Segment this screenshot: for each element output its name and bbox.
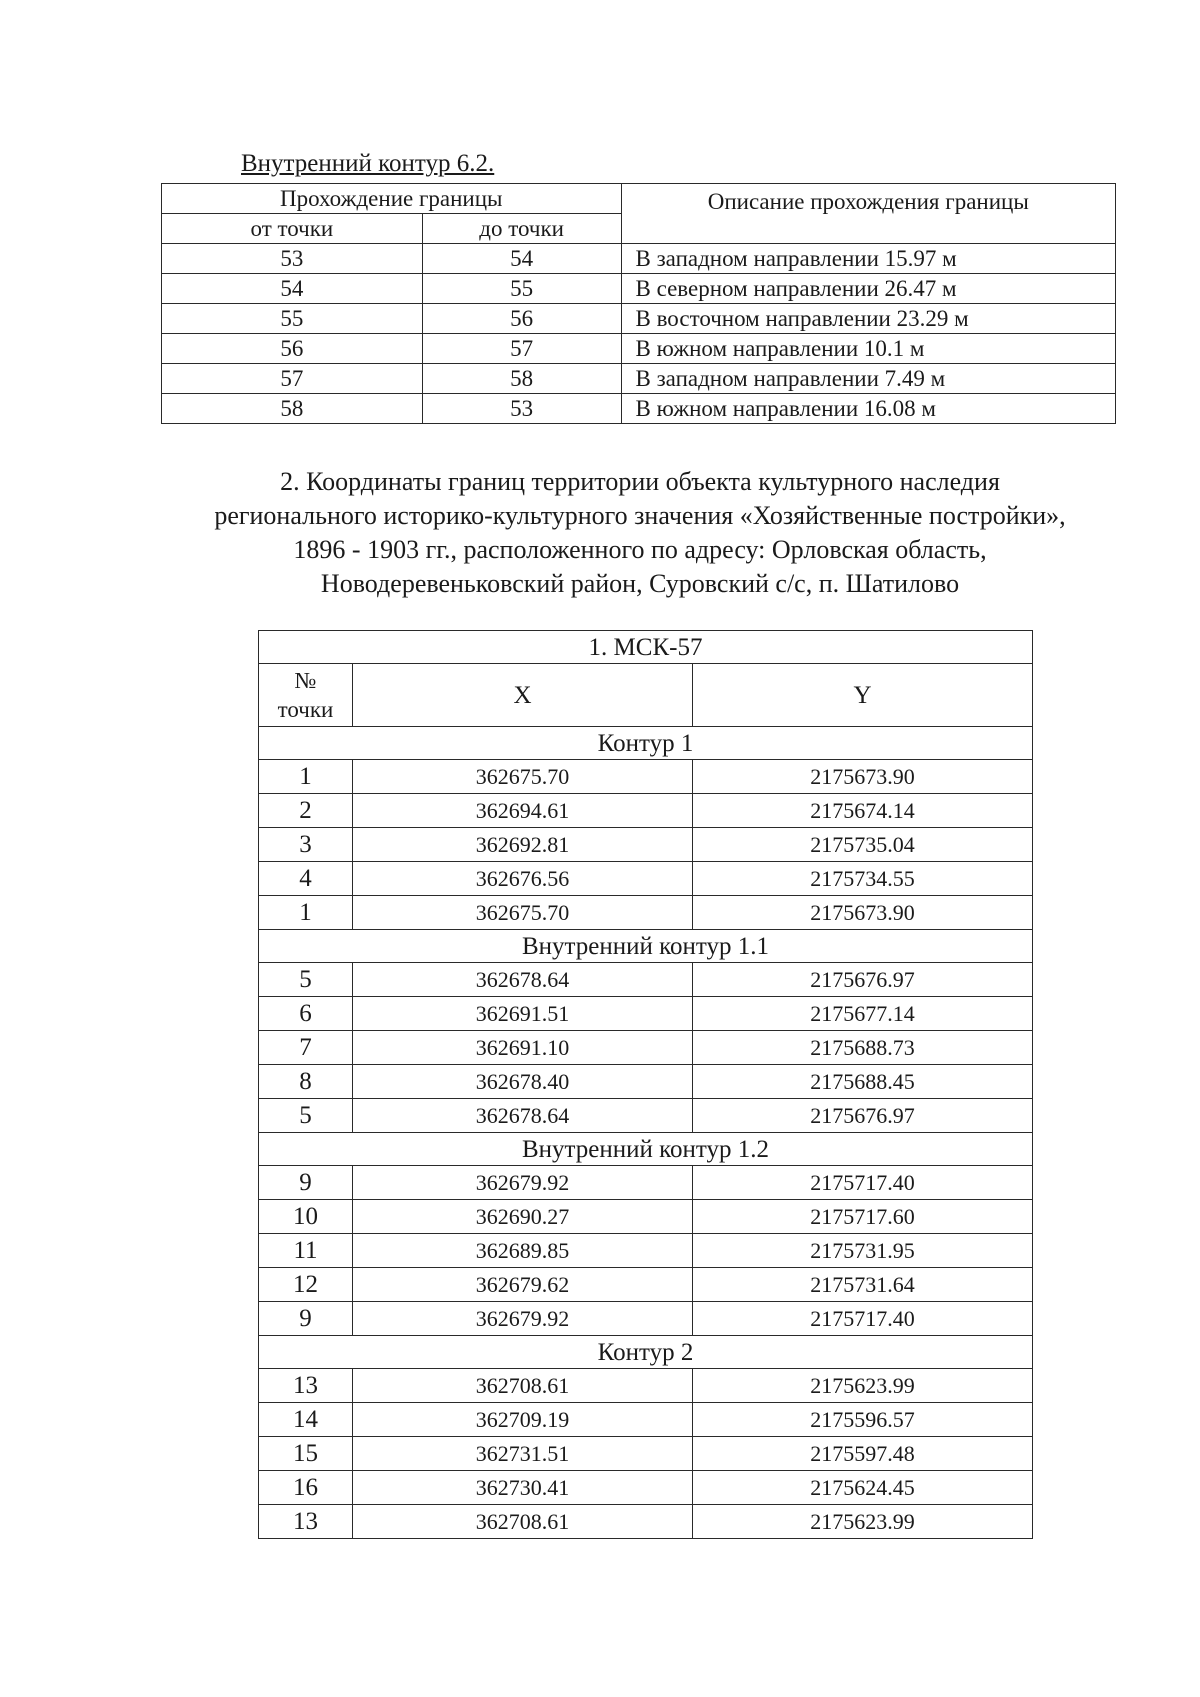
to-point: 54: [422, 244, 621, 274]
point-row: [259, 1403, 1033, 1437]
from-point: 57: [162, 364, 423, 394]
point-number: 2: [259, 794, 353, 828]
from-point: 54: [162, 274, 423, 304]
point-number: 13: [259, 1505, 353, 1539]
coordinates-heading: [170, 465, 1110, 601]
x-coordinate: 362689.85: [353, 1234, 693, 1268]
contour-name: Внутренний контур 1.1: [259, 930, 1033, 963]
point-row: [259, 794, 1033, 828]
point-number: 1: [259, 896, 353, 930]
point-number: 9: [259, 1166, 353, 1200]
boundary-row: [162, 244, 1116, 274]
point-row: [259, 760, 1033, 794]
boundary-description: В западном направлении 7.49 м: [621, 364, 1116, 394]
x-coordinate: 362730.41: [353, 1471, 693, 1505]
contour-header-row: [259, 1336, 1033, 1369]
x-coordinate: 362679.62: [353, 1268, 693, 1302]
contour-header-row: [259, 1133, 1033, 1166]
point-row: [259, 1166, 1033, 1200]
boundary-row: [162, 334, 1116, 364]
heading-line: 1896 - 1903 гг., расположенного по адресу: Орловская область,: [293, 535, 987, 564]
y-coordinate: 2175596.57: [693, 1403, 1033, 1437]
point-row: [259, 1234, 1033, 1268]
point-number: 8: [259, 1065, 353, 1099]
point-number: 11: [259, 1234, 353, 1268]
y-coordinate: 2175676.97: [693, 963, 1033, 997]
y-coordinate: 2175597.48: [693, 1437, 1033, 1471]
x-coordinate: 362676.56: [353, 862, 693, 896]
point-number: 5: [259, 1099, 353, 1133]
header-x: X: [353, 664, 693, 727]
header-point-number-label: точки: [277, 697, 334, 722]
point-number: 7: [259, 1031, 353, 1065]
coordinate-system: 1. МСК-57: [259, 631, 1033, 664]
point-row: [259, 1369, 1033, 1403]
coordinates-table: [258, 630, 1033, 1539]
y-coordinate: 2175623.99: [693, 1369, 1033, 1403]
y-coordinate: 2175688.45: [693, 1065, 1033, 1099]
contour-header-row: [259, 727, 1033, 760]
header-boundary-passage: Прохождение границы: [162, 184, 622, 214]
boundary-table: [161, 183, 1116, 424]
contour-header-row: [259, 930, 1033, 963]
x-coordinate: 362708.61: [353, 1505, 693, 1539]
to-point: 56: [422, 304, 621, 334]
point-number: 5: [259, 963, 353, 997]
point-number: 4: [259, 862, 353, 896]
point-row: [259, 896, 1033, 930]
point-number: 13: [259, 1369, 353, 1403]
point-row: [259, 1031, 1033, 1065]
header-point-number: [259, 664, 353, 727]
y-coordinate: 2175623.99: [693, 1505, 1033, 1539]
from-point: 55: [162, 304, 423, 334]
boundary-description: В восточном направлении 23.29 м: [621, 304, 1116, 334]
x-coordinate: 362678.64: [353, 1099, 693, 1133]
header-boundary-description: Описание прохождения границы: [621, 184, 1116, 244]
y-coordinate: 2175673.90: [693, 760, 1033, 794]
boundary-description: В южном направлении 10.1 м: [621, 334, 1116, 364]
boundary-description: В западном направлении 15.97 м: [621, 244, 1116, 274]
heading-line: Новодеревеньковский район, Суровский с/с, п. Шатилово: [320, 569, 960, 598]
point-number: 3: [259, 828, 353, 862]
point-row: [259, 828, 1033, 862]
point-row: [259, 1302, 1033, 1336]
point-row: [259, 1200, 1033, 1234]
boundary-row: [162, 274, 1116, 304]
boundary-description: В южном направлении 16.08 м: [621, 394, 1116, 424]
point-number: 1: [259, 760, 353, 794]
boundary-description: В северном направлении 26.47 м: [621, 274, 1116, 304]
header-point-number-sign: №: [294, 668, 317, 693]
x-coordinate: 362679.92: [353, 1302, 693, 1336]
point-number: 12: [259, 1268, 353, 1302]
point-number: 16: [259, 1471, 353, 1505]
x-coordinate: 362709.19: [353, 1403, 693, 1437]
header-from-point: от точки: [162, 214, 423, 244]
contour-name: Контур 2: [259, 1336, 1033, 1369]
y-coordinate: 2175688.73: [693, 1031, 1033, 1065]
x-coordinate: 362691.51: [353, 997, 693, 1031]
point-number: 10: [259, 1200, 353, 1234]
y-coordinate: 2175674.14: [693, 794, 1033, 828]
y-coordinate: 2175624.45: [693, 1471, 1033, 1505]
y-coordinate: 2175731.64: [693, 1268, 1033, 1302]
y-coordinate: 2175676.97: [693, 1099, 1033, 1133]
point-row: [259, 1065, 1033, 1099]
from-point: 56: [162, 334, 423, 364]
point-row: [259, 862, 1033, 896]
header-to-point: до точки: [422, 214, 621, 244]
x-coordinate: 362694.61: [353, 794, 693, 828]
boundary-row: [162, 364, 1116, 394]
contour-name: Контур 1: [259, 727, 1033, 760]
y-coordinate: 2175717.40: [693, 1302, 1033, 1336]
x-coordinate: 362675.70: [353, 896, 693, 930]
point-row: [259, 1268, 1033, 1302]
y-coordinate: 2175734.55: [693, 862, 1033, 896]
x-coordinate: 362692.81: [353, 828, 693, 862]
point-row: [259, 1505, 1033, 1539]
point-row: [259, 1471, 1033, 1505]
from-point: 58: [162, 394, 423, 424]
point-row: [259, 997, 1033, 1031]
point-number: 15: [259, 1437, 353, 1471]
x-coordinate: 362679.92: [353, 1166, 693, 1200]
y-coordinate: 2175717.60: [693, 1200, 1033, 1234]
contour-title: Внутренний контур 6.2.: [241, 150, 495, 177]
x-coordinate: 362708.61: [353, 1369, 693, 1403]
header-y: Y: [693, 664, 1033, 727]
y-coordinate: 2175735.04: [693, 828, 1033, 862]
x-coordinate: 362678.40: [353, 1065, 693, 1099]
to-point: 57: [422, 334, 621, 364]
x-coordinate: 362675.70: [353, 760, 693, 794]
y-coordinate: 2175717.40: [693, 1166, 1033, 1200]
x-coordinate: 362690.27: [353, 1200, 693, 1234]
point-number: 9: [259, 1302, 353, 1336]
y-coordinate: 2175673.90: [693, 896, 1033, 930]
point-number: 14: [259, 1403, 353, 1437]
boundary-row: [162, 394, 1116, 424]
heading-line: 2. Координаты границ территории объекта культурного наследия: [280, 467, 1000, 496]
boundary-row: [162, 304, 1116, 334]
to-point: 58: [422, 364, 621, 394]
point-row: [259, 1099, 1033, 1133]
from-point: 53: [162, 244, 423, 274]
to-point: 53: [422, 394, 621, 424]
point-row: [259, 1437, 1033, 1471]
to-point: 55: [422, 274, 621, 304]
point-row: [259, 963, 1033, 997]
y-coordinate: 2175731.95: [693, 1234, 1033, 1268]
contour-name: Внутренний контур 1.2: [259, 1133, 1033, 1166]
point-number: 6: [259, 997, 353, 1031]
x-coordinate: 362691.10: [353, 1031, 693, 1065]
x-coordinate: 362678.64: [353, 963, 693, 997]
heading-line: регионального историко-культурного значения «Хозяйственные постройки»,: [214, 501, 1066, 530]
x-coordinate: 362731.51: [353, 1437, 693, 1471]
y-coordinate: 2175677.14: [693, 997, 1033, 1031]
